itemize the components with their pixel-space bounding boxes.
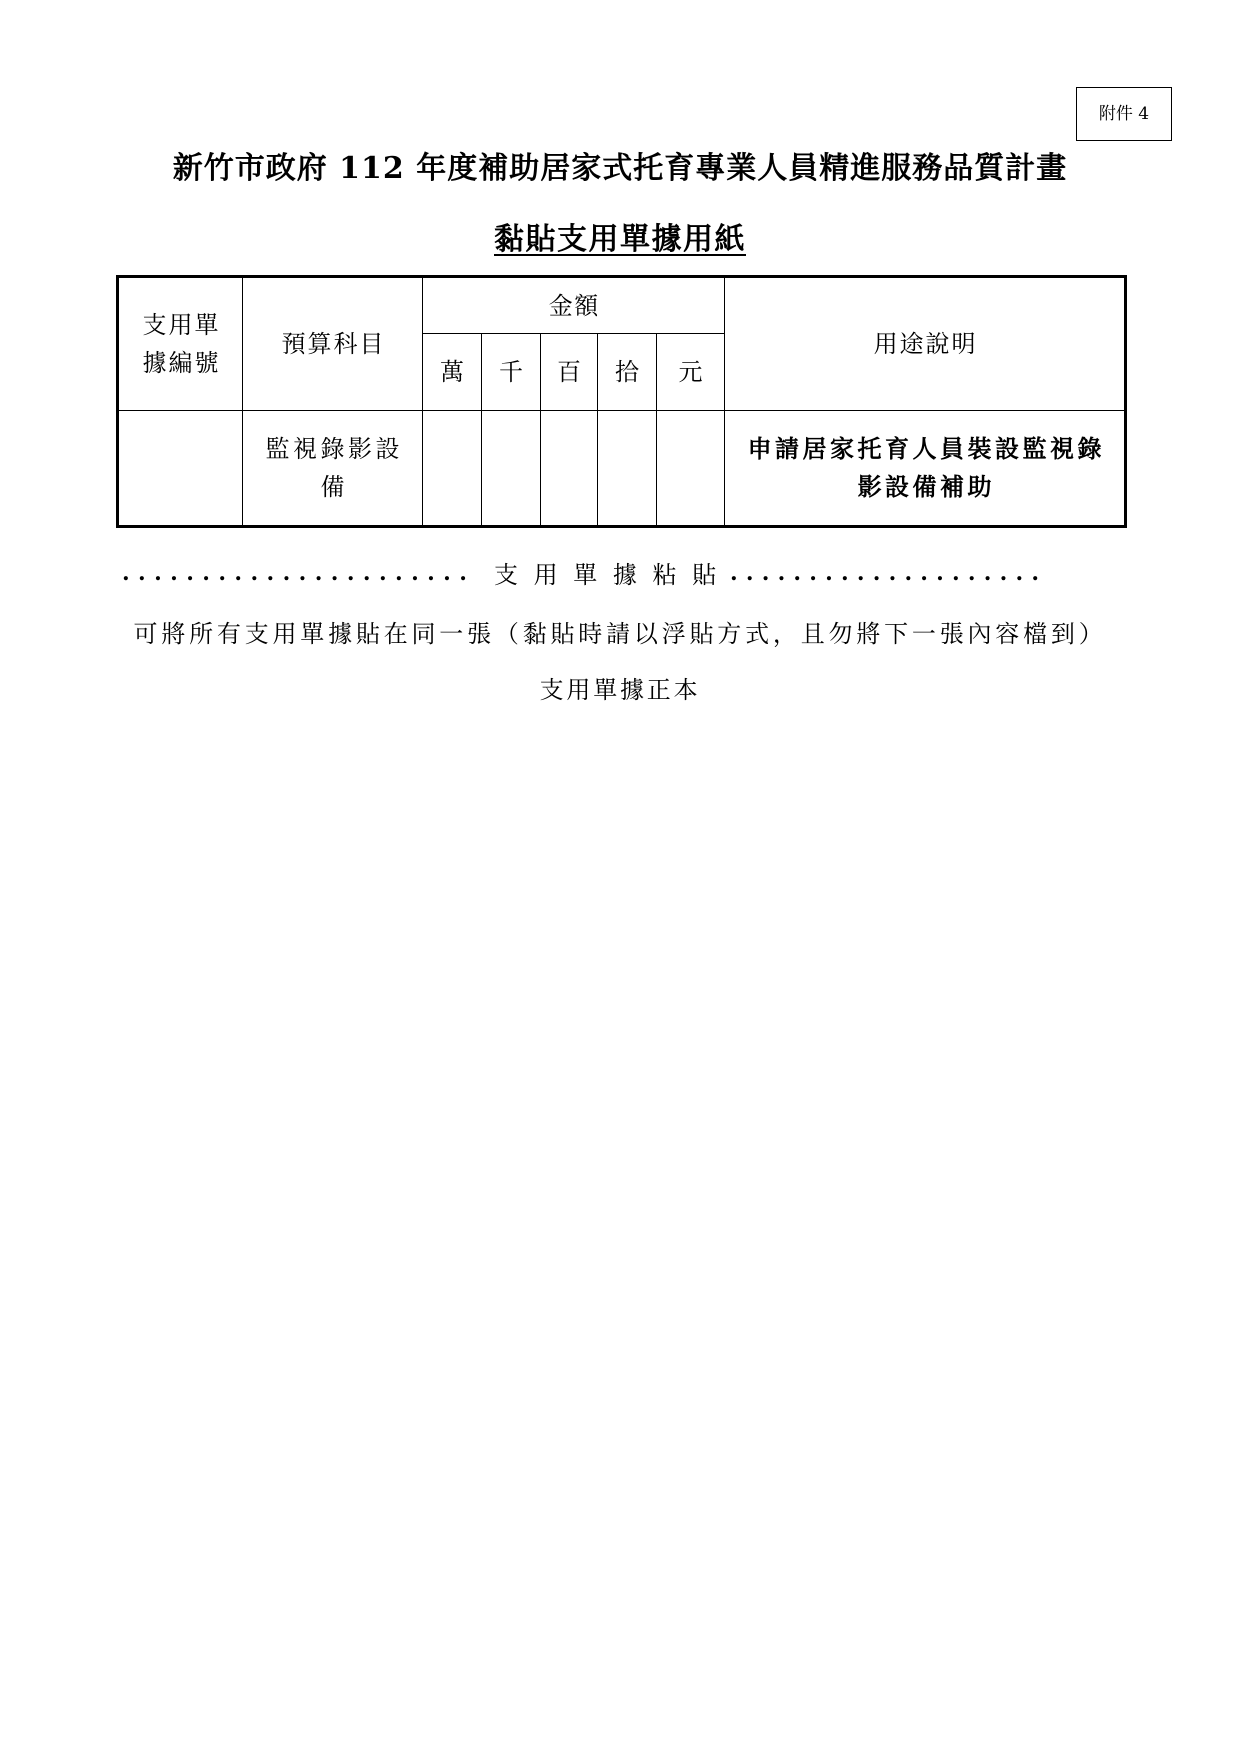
- original-receipt-label: 支用單據正本: [539, 676, 701, 704]
- header-unit-thousand: 千: [482, 334, 541, 411]
- attachment-label: 附件 4: [1098, 104, 1150, 124]
- paste-dots-right: ....................: [730, 560, 1048, 586]
- cell-amount-hundred: [541, 411, 598, 527]
- cell-budget-item: [243, 411, 423, 527]
- header-unit-hundred: 百: [541, 334, 598, 411]
- header-unit-ten: 拾: [598, 334, 657, 411]
- header-amount-label: 金額: [548, 291, 600, 320]
- cell-purpose: [725, 411, 1126, 527]
- document-subtitle: 黏貼支用單據用紙: [494, 222, 746, 257]
- document-title: 新竹市政府 112 年度補助居家式托育專業人員精進服務品質計畫: [172, 151, 1068, 186]
- cell-budget-item-line-1: 監視錄影設: [265, 435, 403, 463]
- header-budget-item-label: 預算科目: [281, 330, 386, 358]
- header-purpose-label: 用途說明: [873, 330, 978, 358]
- cell-amount-thousand: [482, 411, 541, 527]
- paste-dots-left: ......................: [122, 560, 476, 586]
- header-unit-one: 元: [657, 334, 725, 411]
- header-purpose: [725, 277, 1126, 411]
- header-unit-ten-thousand: 萬: [423, 334, 482, 411]
- paste-instruction: 可將所有支用單據貼在同一張（黏貼時請以浮貼方式，且勿將下一張內容檔到）: [133, 620, 1107, 648]
- cell-amount-ten-thousand: [423, 411, 482, 527]
- table-row: [118, 411, 1126, 527]
- header-budget-item: [243, 277, 423, 411]
- document-subtitle-wrap: [4, 221, 1236, 259]
- header-receipt-no-line-1: 支用單: [142, 311, 221, 339]
- cell-purpose-line-1: 申請居家托育人員裝設監視錄: [747, 434, 1106, 463]
- cell-amount-ten: [598, 411, 657, 527]
- cell-amount-one: [657, 411, 725, 527]
- header-amount: [423, 277, 725, 334]
- header-receipt-no-line-2: 據編號: [142, 349, 221, 377]
- paste-area-label: 支 用 單 據 粘 貼: [494, 561, 721, 589]
- table-header-row: [118, 277, 1126, 334]
- header-receipt-no: [118, 277, 243, 411]
- cell-receipt-no: [118, 411, 243, 527]
- receipt-table: [116, 275, 1127, 528]
- cell-budget-item-line-2: 備: [320, 473, 348, 501]
- cell-purpose-line-2: 影設備補助: [857, 472, 996, 501]
- attachment-label-box: [1076, 87, 1172, 141]
